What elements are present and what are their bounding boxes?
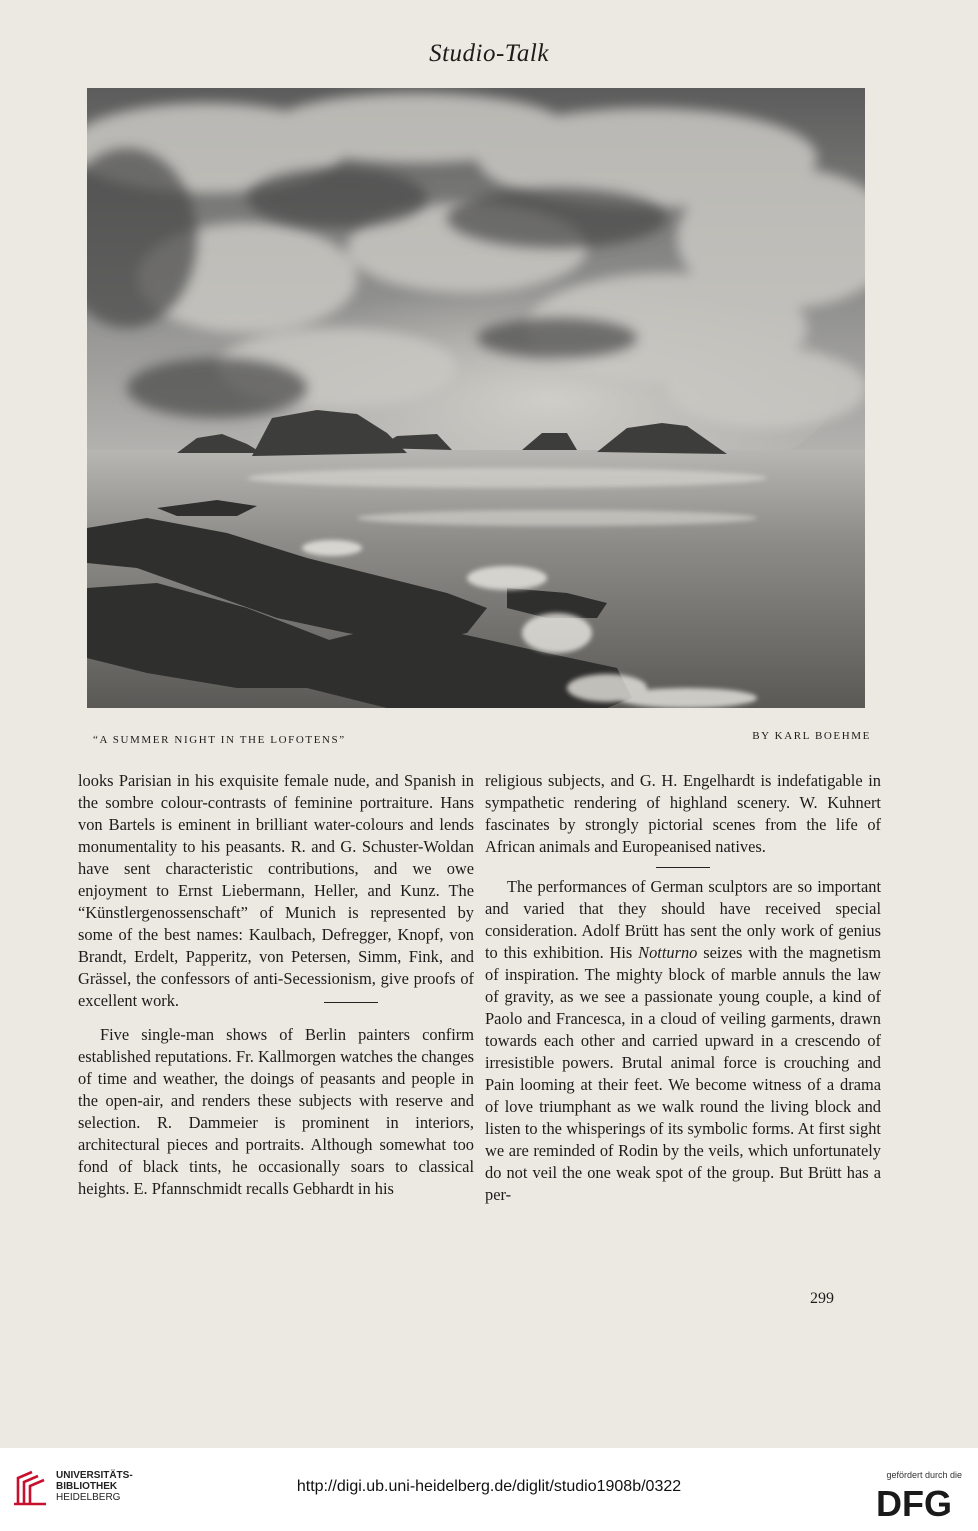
library-name-line: BIBLIOTHEK xyxy=(56,1481,118,1492)
sculpture-title: Notturno xyxy=(638,943,698,962)
plate-caption-title: “A SUMMER NIGHT IN THE LOFOTENS” xyxy=(93,734,346,746)
dfg-logo-icon xyxy=(876,1484,964,1520)
library-name-line: HEIDELBERG xyxy=(56,1492,121,1503)
section-divider xyxy=(324,1002,378,1003)
page-number: 299 xyxy=(810,1290,834,1307)
running-head: Studio-Talk xyxy=(429,40,549,67)
paragraph: Five single-man shows of Berlin painters confirm established reputations. Fr. Kallmorgen watches the changes of time and weather, the doings of peasants and people in the open-air, and renders these subjects with reserve and selection. R. Dammeier is prominent in interiors, architectural pieces and portraits. Although somewhat too fond of black tints, he occasionally soars to classical heights. E. Pfannschmidt recalls Gebhardt in his xyxy=(78,1025,474,1198)
paragraph: looks Parisian in his exquisite female nude, and Spanish in the sombre colour-contrasts of feminine portraiture. Hans von Bartels is eminent in brilliant water-colours and lends monumentality to his peasants. R. and G. Schuster-Woldan have sent characteristic contributions, and we owe enjoyment to Ernst Liebermann, Heller, and Kunz. The “Künstlergenossenschaft” of Munich is represented by some of the best names: Kaulbach, Defregger, Knopf, von Brandt, Erdelt, Papperitz, von Petersen, Simm, Fink, and Grässel, the confessors of anti-Secessionism, give proofs of excellent work. xyxy=(78,771,474,1010)
text-column-right xyxy=(485,770,881,1206)
svg-text:DFG: DFG xyxy=(876,1484,952,1520)
painting-plate xyxy=(87,88,865,708)
paragraph xyxy=(485,876,881,1206)
digitization-footer xyxy=(0,1448,978,1531)
library-name-line: UNIVERSITÄTS- xyxy=(56,1470,133,1481)
plate-caption-credit: BY KARL BOEHME xyxy=(752,730,871,742)
section-divider xyxy=(656,867,710,868)
seascape-image xyxy=(87,88,865,708)
funding-note: gefördert durch die xyxy=(886,1470,962,1480)
text-run: The performances of German sculptors are so important and varied that they should have received special consideration. Adolf Brütt has sent the only work of genius to this exhibition. His xyxy=(485,877,881,962)
text-column-left xyxy=(78,770,474,1200)
paragraph: religious subjects, and G. H. Engelhardt is indefatigable in sympathetic rendering of highland scenery. W. Kuhnert fascinates by strongly pictorial scenes from the life of African animals and Europeanised natives. xyxy=(485,771,881,856)
text-run: seizes with the magnetism of inspiration. The mighty block of marble annuls the law of gravity, as we see a passionate young couple, a kind of Paolo and Francesca, in a cloud of veiling garments, drawn towards each other and carried upward in a crescendo of irresistible powers. Brutal animal force is crouching and Pain looming at their feet. We become witness of a drama of love triumphant as we walk round the living block and listen to the whisperings of its symbolic forms. At first sight we are reminded of Rodin by the veils, which unfortunately do not veil the one weak spot of the group. But Brütt has a per- xyxy=(485,943,881,1204)
permalink-url[interactable]: http://digi.ub.uni-heidelberg.de/diglit/studio1908b/0322 xyxy=(296,1478,682,1495)
